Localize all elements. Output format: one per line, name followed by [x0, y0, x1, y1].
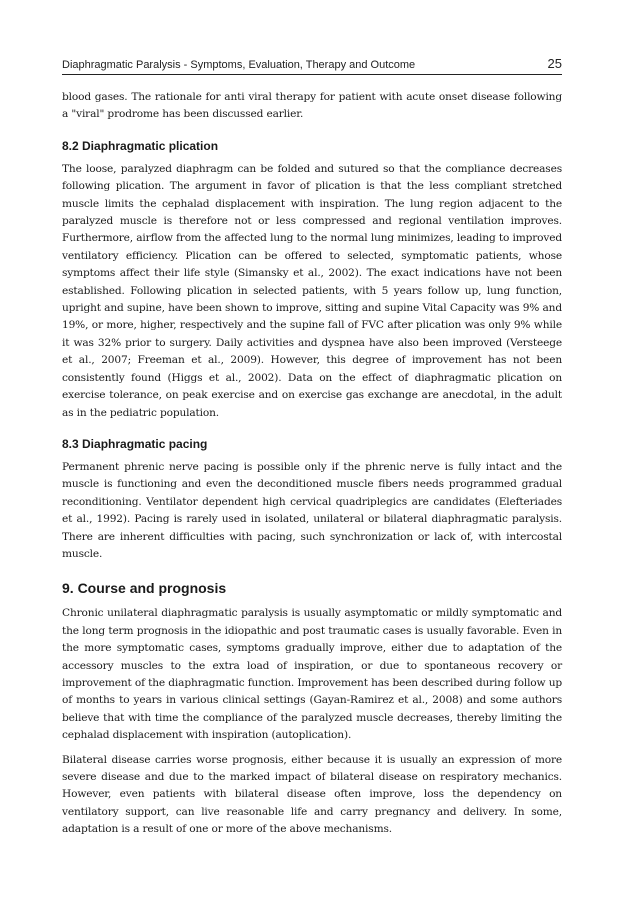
- paragraph-plication: The loose, paralyzed diaphragm can be folded and sutured so that the compliance decreases following plication. The argument in favor of plication is that the less compliant stretched muscle limits the cephalad displacement with inspiration. The lung region adjacent to the paralyzed muscle is therefore not or less compressed and regional ventilation improves. Furthermore, airflow from the affected lung to the normal lung minimizes, leading to improved ventilatory efficiency. Plication can be offered to selected, symptomatic patients, whose symptoms affect their life style (Simansky et al., 2002). The exact indications have not been established. Following plication in selected patients, with 5 years follow up, lung function, upright and supine, have been shown to improve, sitting and supine Vital Capacity was 9% and 19%, or more, higher, respectively and the supine fall of FVC after plication was only 9% while it was 32% prior to surgery. Daily activities and dyspnea have also been improved (Versteege et al., 2007; Freeman et al., 2009). However, this degree of improvement has not been consistently found (Higgs et al., 2002). Data on the effect of diaphragmatic plication on exercise tolerance, on peak exercise and on exercise gas exchange are anecdotal, in the adult as in the pediatric population.: [62, 162, 562, 419]
- document-page: [62, 56, 562, 846]
- running-title: Diaphragmatic Paralysis - Symptoms, Evaluation, Therapy and Outcome: [62, 59, 416, 71]
- paragraph-prognosis-bilateral: Bilateral disease carries worse prognosis, either because it is usually an expression of more severe disease and due to the marked impact of bilateral disease on respiratory mechanics. However, even patients with bilateral disease often improve, loss the dependency on ventilatory support, can live reasonable life and carry pregnancy and delivery. In some, adaptation is a result of one or more of the above mechanisms.: [62, 753, 562, 836]
- section-heading-plication: 8.2 Diaphragmatic plication: [62, 138, 219, 153]
- page-number: 25: [547, 56, 562, 71]
- section-heading-pacing: 8.3 Diaphragmatic pacing: [62, 436, 208, 451]
- intro-paragraph: blood gases. The rationale for anti viral therapy for patient with acute onset disease following a "viral" prodrome has been discussed earlier.: [62, 91, 562, 121]
- paragraph-prognosis-unilateral: Chronic unilateral diaphragmatic paralysis is usually asymptomatic or mildly symptomatic and the long term prognosis in the idiopathic and post traumatic cases is usually favorable. Even in the more symptomatic cases, symptoms gradually improve, either due to adaptation of the accessory muscles to the extra load of inspiration, or due to spontaneous recovery or improvement of the diaphragmatic function. Improvement has been described during follow up of months to years in various clinical settings (Gayan-Ramirez et al., 2008) and some authors believe that with time the compliance of the paralyzed muscle decreases, thereby limiting the cephalad displacement with inspiration (autoplication).: [62, 607, 562, 742]
- paragraph-pacing: Permanent phrenic nerve pacing is possible only if the phrenic nerve is fully intact and the muscle is functioning and even the deconditioned muscle fibers needs programmed gradual reconditioning. Ventilator dependent high cervical quadriplegics are candidates (Elefteriades et al., 1992). Pacing is rarely used in isolated, unilateral or bilateral diaphragmatic paralysis. There are inherent difficulties with pacing, such synchronization or lack of, with intercostal muscle.: [62, 460, 562, 560]
- section-heading-prognosis: 9. Course and prognosis: [62, 580, 227, 597]
- running-header: [62, 56, 562, 75]
